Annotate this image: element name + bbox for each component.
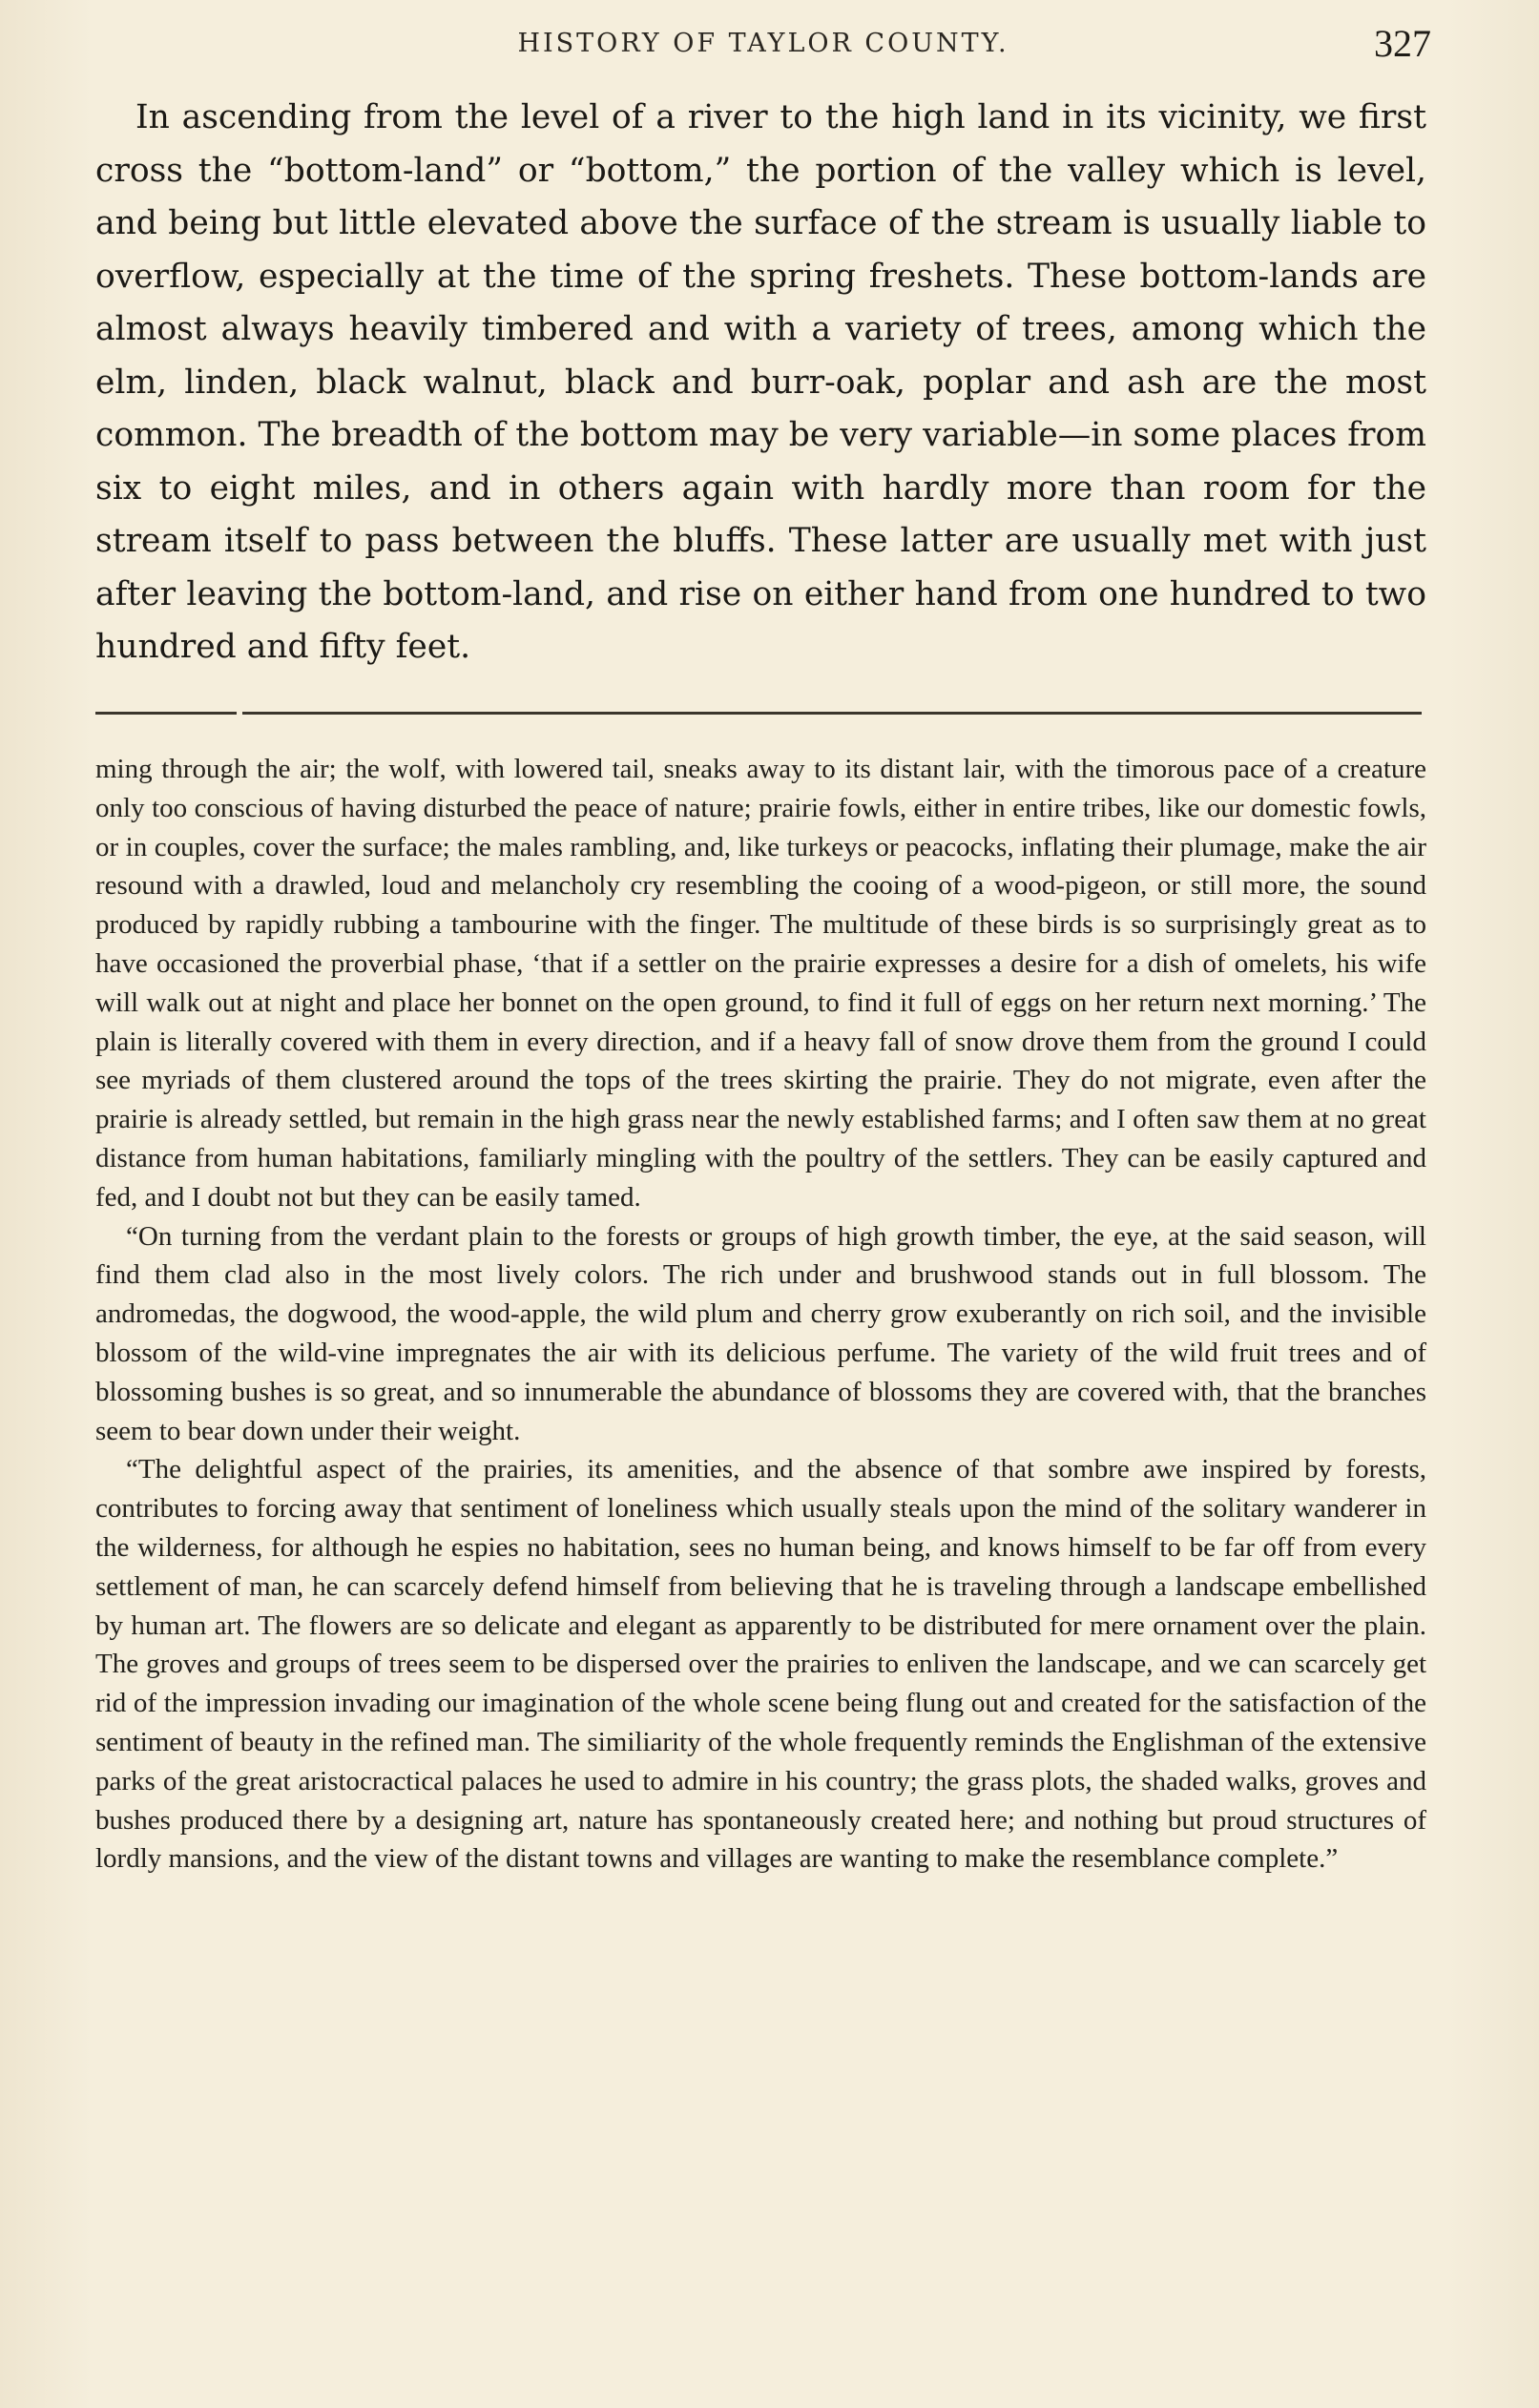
divider-stub — [95, 712, 237, 715]
footnote-paragraph-continued: ming through the air; the wolf, with lowered tail, sneaks away to its distant lair, with the timorous pace of a creature only too conscious of having disturbed the peace of nature; prairie fowls, either in entire tribes, like our domestic fowls, or in couples, cover the surface; the males rambling, and, like turkeys or peacocks, inflating their plumage, make the air resound with a drawled, loud and melancholy cry resembling the cooing of a wood-pigeon, or still more, the sound produced by rapidly rubbing a tambourine with the finger. The multitude of these birds is so surprisingly great as to have occasioned the proverbial phase, ‘that if a settler on the prairie expresses a desire for a dish of omelets, his wife will walk out at night and place her bonnet on the open ground, to find it full of eggs on her return next morning.’ The plain is literally covered with them in every direction, and if a heavy fall of snow drove them from the ground I could see myriads of them clustered around the tops of the trees skirting the prairie. They do not migrate, even after the prairie is already settled, but remain in the high grass near the newly established farms; and I often saw them at no great distance from human habitations, familiarly mingling with the poultry of the settlers. They can be easily captured and fed, and I doubt not but they can be easily tamed. — [95, 754, 1426, 1213]
page-header — [95, 21, 1431, 69]
running-head: HISTORY OF TAYLOR COUNTY. — [517, 29, 1009, 58]
main-paragraph: In ascending from the level of a river to the high land in its vicinity, we first cross the “bottom-land” or “bottom,” the portion of the valley which is level, and being but little elevated above the surface of the stream is usually liable to overflow, especially at the time of the spring freshets. These bottom-lands are almost always heavily timbered and with a variety of trees, among which the elm, linden, black walnut, black and burr-oak, poplar and ash are the most common. The breadth of the bottom may be very variable—in some places from six to eight miles, and in others again with hardly more than room for the stream itself to pass between the bluffs. These latter are usually met with just after leaving the bottom-land, and rise on either hand from one hundred to two hundred and fifty feet. — [95, 98, 1426, 666]
footnote-divider — [95, 712, 1422, 716]
footnote — [95, 750, 1426, 1879]
footnote-paragraph-prairies: “The delightful aspect of the prairies, its amenities, and the absence of that sombre awe inspired by forests, contributes to forcing away that sentiment of loneliness which usually steals upon the mind of the solitary wanderer in the wilderness, for although he espies no habitation, sees no human being, and knows himself to be far off from every settlement of man, he can scarcely defend himself from believing that he is traveling through a landscape embellished by human art. The flowers are so delicate and elegant as apparently to be distributed for mere ornament over the plain. The groves and groups of trees seem to be dispersed over the prairies to enliven the landscape, and we can scarcely get rid of the impression invading our imagination of the whole scene being flung out and created for the satisfaction of the sentiment of beauty in the refined man. The similiarity of the whole frequently reminds the Englishman of the extensive parks of the great aristocractical palaces he used to admire in his country; the grass plots, the shaded walks, groves and bushes produced there by a designing art, nature has spontaneously created here; and nothing but proud structures of lordly mansions, and the view of the distant towns and villages are wanting to make the resemblance complete.” — [95, 1454, 1426, 1875]
divider-rule — [242, 712, 1422, 715]
page-number: 327 — [1374, 22, 1431, 65]
footnote-paragraph-forests: “On turning from the verdant plain to the forests or groups of high growth timber, the eye, at the said season, will find them clad also in the most lively colors. The rich under and brushwood stands out in full blossom. The andromedas, the dogwood, the wood-apple, the wild plum and cherry grow exuberantly on rich soil, and the invisible blossom of the wild-vine impregnates the air with its delicious perfume. The variety of the wild fruit trees and of blossoming bushes is so great, and so innumerable the abundance of blossoms they are covered with, that the branches seem to bear down under their weight. — [95, 1220, 1426, 1446]
